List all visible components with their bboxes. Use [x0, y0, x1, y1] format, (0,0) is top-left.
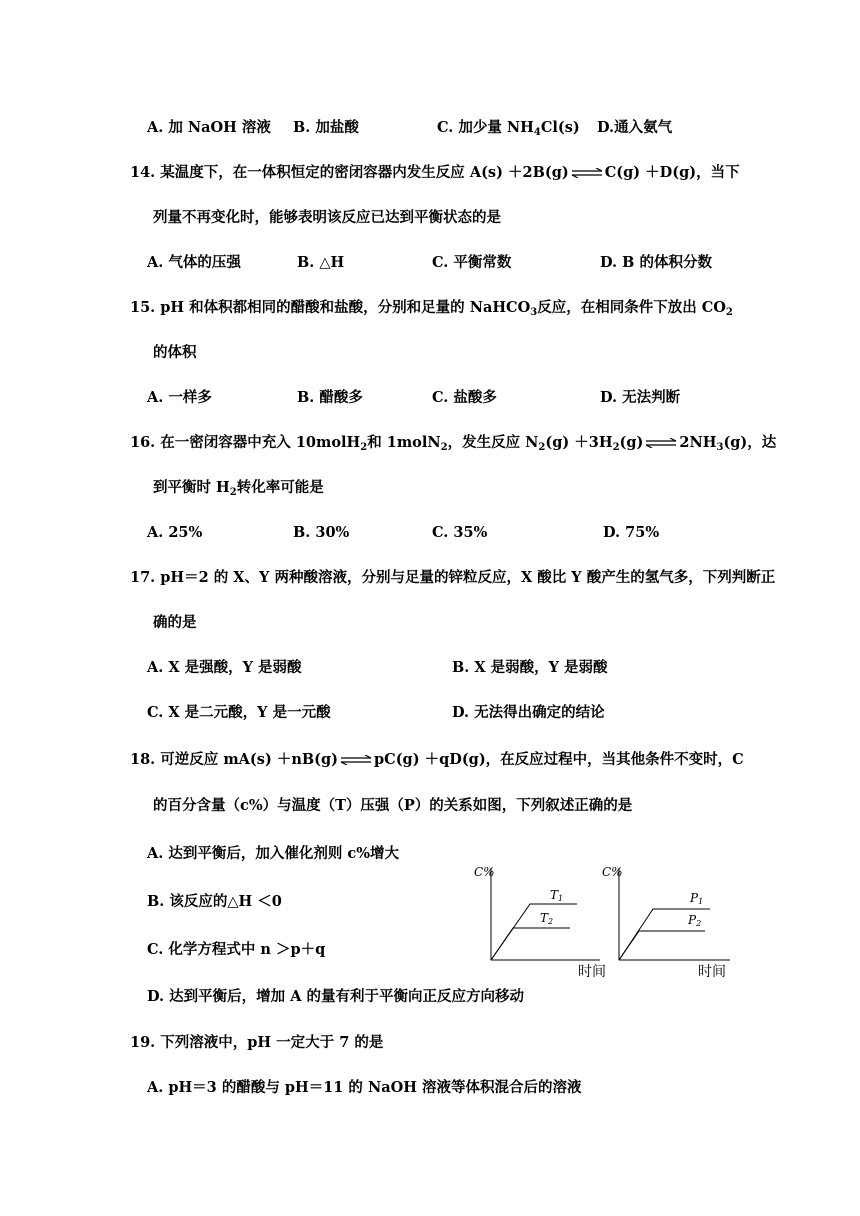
- graph-temperature: [470, 862, 610, 986]
- q19-option-a: A. pH＝3 的醋酸与 pH＝11 的 NaOH 溶液等体积混合后的溶液: [147, 1079, 582, 1096]
- q17-option-c: C. X 是二元酸，Y 是一元酸: [147, 704, 331, 721]
- graph2-ylabel: C%: [602, 865, 623, 879]
- q14-stem-line1: 14. 某温度下，在一体积恒定的密闭容器内发生反应 A(s) ＋2B(g) C(g) ＋D(g)，当下: [130, 164, 740, 181]
- q13-option-a: A. 加 NaOH 溶液: [147, 119, 271, 136]
- q16-stem-line1: 16. 在一密闭容器中充入 10molH$_2$和 1molN$_2$，发生反应 $N_2(g) +3H_2(g)$ $2NH_3(g)$，达: [130, 434, 777, 453]
- q17-option-a: A. X 是强酸，Y 是弱酸: [147, 659, 302, 676]
- q16-option-d: D. 75%: [603, 524, 660, 541]
- graph1-label-t1: T1: [550, 888, 564, 903]
- equilibrium-arrow-icon: [340, 755, 372, 765]
- graph2-xlabel: 时间: [698, 964, 726, 980]
- q14-stem-line2: 列量不再变化时，能够表明该反应已达到平衡状态的是: [153, 209, 501, 226]
- graph2-label-p2: P2: [688, 913, 702, 928]
- graph2-label-p1: P1: [690, 891, 704, 906]
- equilibrium-arrow-icon: [571, 168, 603, 178]
- q16-option-b: B. 30%: [293, 524, 350, 541]
- q18-option-b: B. 该反应的△H ＜0: [147, 893, 282, 910]
- q15-option-c: C. 盐酸多: [432, 389, 497, 406]
- q15-stem-line2: 的体积: [153, 344, 197, 361]
- q13-option-d: D.通入氨气: [597, 119, 673, 136]
- q18-option-c: C. 化学方程式中 n ＞p＋q: [147, 941, 326, 958]
- q16-stem-line2: 到平衡时 $H_2$转化率可能是: [153, 479, 324, 498]
- q14-option-c: C. 平衡常数: [432, 254, 512, 271]
- q13-option-b: B. 加盐酸: [293, 119, 359, 136]
- q18-stem-line1: 18. 可逆反应 mA(s) ＋nB(g) pC(g) ＋qD(g)，在反应过程中，当其他条件不变时，C: [130, 751, 744, 768]
- graph-pressure: [598, 862, 738, 986]
- q15-option-a: A. 一样多: [147, 389, 212, 406]
- q17-option-d: D. 无法得出确定的结论: [452, 704, 605, 721]
- graph1-xlabel: 时间: [578, 964, 606, 980]
- q14-option-b: B. △H: [297, 254, 345, 271]
- q18-stem-line2: 的百分含量（c%）与温度（T）压强（P）的关系如图，下列叙述正确的是: [153, 797, 633, 814]
- graph1-ylabel: C%: [474, 865, 495, 879]
- q17-option-b: B. X 是弱酸，Y 是弱酸: [452, 659, 608, 676]
- q16-option-a: A. 25%: [147, 524, 203, 541]
- q18-option-d: D. 达到平衡后，增加 A 的量有利于平衡向正反应方向移动: [147, 988, 524, 1005]
- graph1-label-t2: T2: [540, 911, 554, 926]
- graph2-curve-p1: [619, 909, 710, 960]
- q15-option-b: B. 醋酸多: [297, 389, 363, 406]
- q16-option-c: C. 35%: [432, 524, 488, 541]
- q18-option-a: A. 达到平衡后，加入催化剂则 c%增大: [147, 845, 399, 862]
- graph2-curve-p2: [619, 931, 705, 960]
- graph1-curve-t2: [491, 928, 570, 960]
- q13-option-c: C. 加少量 $NH_4Cl(s)$: [437, 119, 580, 138]
- q14-option-a: A. 气体的压强: [147, 254, 241, 271]
- graph1-curve-t1: [491, 904, 577, 960]
- equilibrium-arrow-icon: [645, 438, 677, 448]
- q19-stem-line1: 19. 下列溶液中，pH 一定大于 7 的是: [130, 1034, 384, 1051]
- q17-stem-line1: 17. pH＝2 的 X、Y 两种酸溶液，分别与足量的锌粒反应，X 酸比 Y 酸产生的氢气多，下列判断正: [130, 569, 776, 586]
- q15-option-d: D. 无法判断: [600, 389, 681, 406]
- q14-option-d: D. B 的体积分数: [600, 254, 712, 271]
- q15-stem-line1: 15. pH 和体积都相同的醋酸和盐酸，分别和足量的 NaHCO$_3$反应，在相同条件下放出 $CO_2$: [130, 299, 733, 318]
- q17-stem-line2: 确的是: [153, 614, 197, 631]
